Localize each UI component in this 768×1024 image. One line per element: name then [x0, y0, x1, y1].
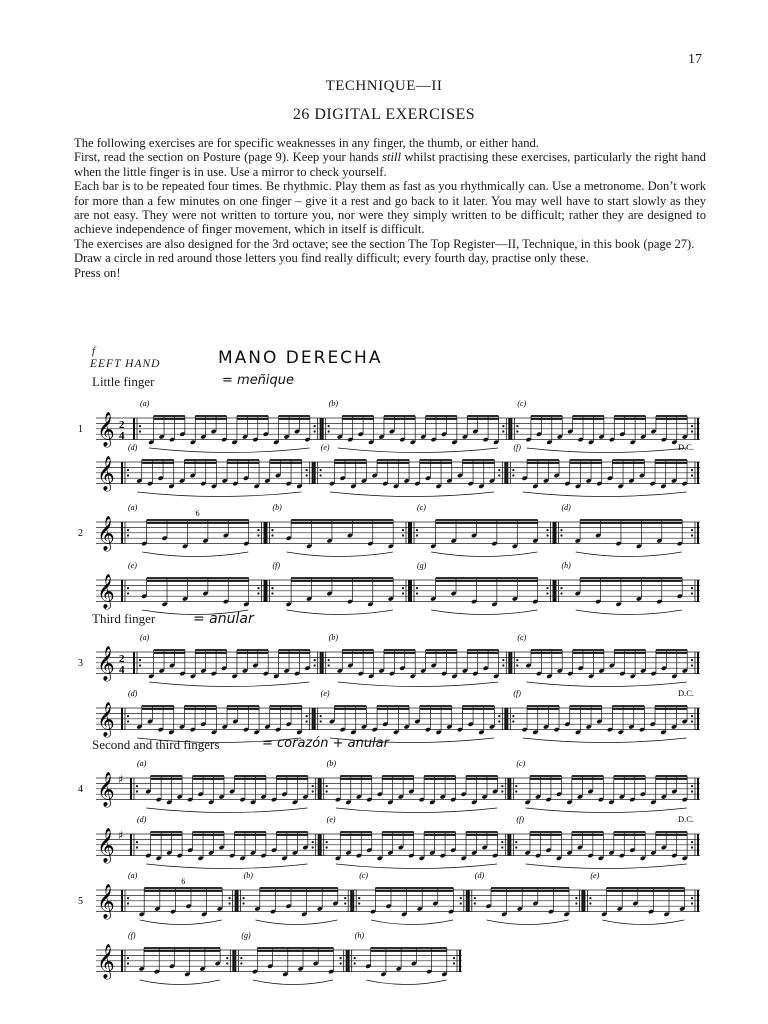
time-signature-bottom: 4: [119, 430, 125, 442]
repeat-dot: [127, 474, 129, 476]
repeat-dot: [402, 534, 404, 536]
repeat-dot: [344, 897, 346, 899]
treble-clef: 𝄞: [97, 516, 115, 551]
repeat-dot: [243, 897, 245, 899]
repeat-dot: [515, 790, 517, 792]
exercise-letter: (f): [513, 443, 521, 452]
repeat-dot: [271, 587, 273, 589]
repeat-dot: [498, 720, 500, 722]
repeat-dot: [226, 962, 228, 964]
third-finger-label: Third finger: [92, 611, 156, 626]
repeat-dot: [354, 957, 356, 959]
slur: [523, 492, 687, 497]
exercise-letter: (f): [516, 815, 524, 824]
repeat-dot: [328, 664, 330, 666]
slur: [142, 552, 248, 557]
repeat-dot: [314, 430, 316, 432]
repeat-dot: [691, 846, 693, 848]
repeat-dot: [257, 587, 259, 589]
repeat-dot: [326, 790, 328, 792]
repeat-dot: [314, 664, 316, 666]
exercise-letter: (d): [474, 871, 485, 880]
repeat-dot: [320, 720, 322, 722]
exercise-letter: (d): [137, 815, 147, 824]
repeat-dot: [127, 715, 129, 717]
exercise-letter: (e): [320, 689, 330, 698]
repeat-dot: [691, 587, 693, 589]
treble-clef: 𝄞: [97, 574, 115, 609]
exercise-letter: (a): [140, 399, 150, 408]
repeat-dot: [501, 790, 503, 792]
repeat-dot: [328, 425, 330, 427]
slur: [137, 738, 301, 743]
repeat-dot: [139, 430, 141, 432]
repeat-dot: [354, 962, 356, 964]
repeat-dot: [501, 846, 503, 848]
repeat-dot: [453, 957, 455, 959]
repeat-dot: [226, 957, 228, 959]
repeat-dot: [512, 715, 514, 717]
repeat-dot: [453, 962, 455, 964]
intro-paragraph-3: Each bar is to be repeated four times. Be rhythmic. Play them as fast as you rhythmically can. Use a metronome. Don’t work for more than a few minutes on one finger – give it a rest and go back to it later. You may well have to start slowly as they are not easy. They were not written to torture you, nor were they simply written to be difficult; rather they are designed to achieve independence of finger movement, which in itself is difficult.: [74, 179, 706, 237]
repeat-dot: [691, 469, 693, 471]
repeat-dot: [312, 841, 314, 843]
repeat-dot: [691, 659, 693, 661]
repeat-dot: [402, 587, 404, 589]
exercise-letter: (f): [272, 561, 281, 570]
intro-posture-text: First, read the section on Posture (page 9). Keep your hands: [74, 150, 379, 165]
repeat-dot: [320, 715, 322, 717]
repeat-dot: [271, 529, 273, 531]
repeat-dot: [312, 790, 314, 792]
repeat-dot: [306, 715, 308, 717]
repeat-dot: [515, 846, 517, 848]
repeat-dot: [127, 592, 129, 594]
repeat-dot: [546, 529, 548, 531]
page-title: TECHNIQUE—II: [325, 78, 443, 94]
repeat-dot: [516, 659, 518, 661]
repeat-dot: [312, 846, 314, 848]
repeat-dot: [328, 659, 330, 661]
repeat-dot: [502, 425, 504, 427]
slur: [287, 610, 393, 615]
repeat-dot: [257, 592, 259, 594]
repeat-dot: [691, 664, 693, 666]
repeat-dot: [402, 529, 404, 531]
exercise-letter: (h): [354, 931, 364, 940]
intro-paragraph-5: Draw a circle in red around those letters you find really difficult; every fourth day, practise only these.: [74, 251, 589, 266]
repeat-dot: [306, 474, 308, 476]
repeat-dot: [127, 529, 129, 531]
repeat-dot: [502, 659, 504, 661]
repeat-dot: [326, 785, 328, 787]
exercise-letter: (b): [272, 503, 282, 512]
system-number: 5: [78, 896, 83, 907]
repeat-dot: [589, 902, 591, 904]
repeat-dot: [691, 534, 693, 536]
treble-clef: 𝄞: [97, 456, 115, 491]
slur: [140, 980, 220, 985]
slur: [523, 738, 687, 743]
repeat-dot: [691, 592, 693, 594]
repeat-dot: [127, 587, 129, 589]
slur: [137, 492, 301, 497]
time-signature-top: 2: [119, 419, 125, 431]
repeat-dot: [136, 785, 138, 787]
repeat-dot: [560, 529, 562, 531]
repeat-dot: [560, 587, 562, 589]
system-number: 3: [78, 658, 83, 669]
repeat-dot: [691, 902, 693, 904]
repeat-dot: [229, 902, 231, 904]
exercise-letter: (f): [128, 931, 136, 940]
sextuplet-mark: 6: [195, 509, 200, 518]
repeat-dot: [326, 846, 328, 848]
exercise-letter: (b): [326, 759, 336, 768]
key-signature-sharp: ♯: [118, 829, 124, 842]
repeat-dot: [127, 469, 129, 471]
repeat-dot: [416, 534, 418, 536]
repeat-dot: [512, 474, 514, 476]
repeat-dot: [502, 430, 504, 432]
exercise-letter: (c): [359, 871, 369, 880]
repeat-dot: [127, 902, 129, 904]
exercise-letter: (c): [417, 503, 426, 512]
repeat-dot: [271, 592, 273, 594]
slur: [330, 738, 494, 743]
exercise-letter: (h): [561, 561, 571, 570]
dc-mark: D.C.: [678, 688, 695, 698]
repeat-dot: [257, 529, 259, 531]
slur: [366, 980, 446, 985]
slur: [431, 552, 537, 557]
handwritten-anular: = anular: [193, 611, 254, 627]
repeat-dot: [243, 902, 245, 904]
repeat-dot: [358, 897, 360, 899]
repeat-dot: [515, 785, 517, 787]
slur: [602, 920, 684, 925]
repeat-dot: [691, 841, 693, 843]
repeat-dot: [139, 425, 141, 427]
slur: [526, 808, 687, 813]
exercise-letter: (d): [128, 689, 138, 698]
repeat-dot: [320, 469, 322, 471]
slur: [253, 980, 333, 985]
repeat-dot: [416, 592, 418, 594]
repeat-dot: [560, 534, 562, 536]
repeat-dot: [229, 897, 231, 899]
handwritten-mano-derecha: MANO DERECHA: [218, 348, 383, 368]
exercise-letter: (a): [140, 633, 150, 642]
exercise-letter: (c): [516, 759, 526, 768]
treble-clef: 𝄞: [97, 646, 115, 681]
repeat-dot: [306, 469, 308, 471]
repeat-dot: [340, 962, 342, 964]
repeat-dot: [546, 592, 548, 594]
repeat-dot: [498, 474, 500, 476]
exercise-letter: (e): [590, 871, 600, 880]
slur: [149, 448, 309, 453]
repeat-dot: [257, 534, 259, 536]
page-subtitle: 26 DIGITAL EXERCISES: [292, 106, 476, 123]
time-signature-top: 2: [119, 653, 125, 665]
slur: [140, 920, 222, 925]
intro-still-word: still: [382, 150, 401, 165]
repeat-dot: [501, 785, 503, 787]
slur: [336, 864, 497, 869]
repeat-dot: [136, 846, 138, 848]
repeat-dot: [340, 957, 342, 959]
slur: [576, 610, 682, 615]
system-number: 4: [78, 784, 83, 795]
exercise-letter: (d): [561, 503, 571, 512]
repeat-dot: [560, 592, 562, 594]
intro-paragraph-4: The exercises are also designed for the 3rd octave; see the section The Top Register—II, Technique, in this book (page 27).: [74, 236, 695, 251]
repeat-dot: [312, 785, 314, 787]
second-third-fingers-label: Second and third fingers: [92, 737, 220, 752]
dc-mark: D.C.: [678, 814, 695, 824]
slur: [576, 552, 682, 557]
repeat-dot: [314, 659, 316, 661]
repeat-dot: [460, 897, 462, 899]
repeat-dot: [691, 474, 693, 476]
sextuplet-mark: 6: [181, 877, 186, 886]
exercise-letter: (e): [326, 815, 336, 824]
repeat-dot: [127, 720, 129, 722]
repeat-dot: [546, 587, 548, 589]
slur: [487, 920, 569, 925]
repeat-dot: [416, 587, 418, 589]
slur: [338, 448, 498, 453]
exercise-letter: (f): [513, 689, 521, 698]
exercise-letter: (a): [128, 503, 138, 512]
repeat-dot: [546, 534, 548, 536]
repeat-dot: [402, 592, 404, 594]
exercise-letter: (a): [128, 871, 138, 880]
time-signature-bottom: 4: [119, 664, 125, 676]
repeat-dot: [512, 720, 514, 722]
repeat-dot: [416, 529, 418, 531]
treble-clef: 𝄞: [97, 828, 115, 863]
repeat-dot: [136, 790, 138, 792]
repeat-dot: [498, 715, 500, 717]
intro-still-rest: whilst practising these exercises, particularly the right hand when the little finger is in use. Use a mirror to check yourself.: [74, 150, 706, 179]
repeat-dot: [501, 841, 503, 843]
exercise-letter: (b): [243, 871, 253, 880]
slur: [287, 552, 393, 557]
repeat-dot: [460, 902, 462, 904]
exercise-letter: (g): [241, 931, 251, 940]
repeat-dot: [240, 962, 242, 964]
repeat-dot: [575, 897, 577, 899]
repeat-dot: [474, 897, 476, 899]
repeat-dot: [328, 430, 330, 432]
treble-clef: 𝄞: [97, 702, 115, 737]
repeat-dot: [691, 715, 693, 717]
page-number: 17: [688, 52, 702, 67]
repeat-dot: [691, 785, 693, 787]
repeat-dot: [502, 664, 504, 666]
repeat-dot: [512, 469, 514, 471]
repeat-dot: [314, 425, 316, 427]
slur: [255, 920, 337, 925]
exercise-letter: (c): [517, 399, 527, 408]
repeat-dot: [691, 720, 693, 722]
repeat-dot: [498, 469, 500, 471]
repeat-dot: [589, 897, 591, 899]
slur: [431, 610, 537, 615]
repeat-dot: [516, 664, 518, 666]
repeat-dot: [516, 430, 518, 432]
repeat-dot: [691, 430, 693, 432]
repeat-dot: [691, 897, 693, 899]
little-finger-label: Little finger: [92, 374, 155, 389]
repeat-dot: [691, 529, 693, 531]
repeat-dot: [575, 902, 577, 904]
key-signature-sharp: ♯: [118, 773, 124, 786]
system-number: 2: [78, 528, 83, 539]
handwritten-menique: = meñique: [222, 373, 295, 388]
treble-clef: 𝄞: [97, 772, 115, 807]
repeat-dot: [139, 664, 141, 666]
slur: [330, 492, 494, 497]
handwritten-corazon-anular: = corazón + anular: [262, 736, 389, 751]
exercise-letter: (a): [137, 759, 147, 768]
treble-clef: 𝄞: [97, 944, 115, 979]
exercise-letter: (e): [320, 443, 330, 452]
slur: [527, 448, 687, 453]
slur: [146, 808, 307, 813]
system-number: 1: [78, 424, 83, 435]
repeat-dot: [306, 720, 308, 722]
repeat-dot: [474, 902, 476, 904]
exercise-letter: (d): [128, 443, 138, 452]
exercise-letter: (g): [417, 561, 427, 570]
exercise-letter: (b): [328, 399, 338, 408]
slur: [142, 610, 248, 615]
repeat-dot: [139, 659, 141, 661]
slur: [336, 808, 497, 813]
repeat-dot: [127, 957, 129, 959]
repeat-dot: [344, 902, 346, 904]
repeat-dot: [358, 902, 360, 904]
repeat-dot: [127, 962, 129, 964]
slur: [527, 682, 687, 687]
repeat-dot: [136, 841, 138, 843]
repeat-dot: [515, 841, 517, 843]
slur: [526, 864, 687, 869]
repeat-dot: [691, 790, 693, 792]
left-hand-label: EEFT HAND: [90, 358, 161, 370]
repeat-dot: [240, 957, 242, 959]
exercise-letter: (b): [328, 633, 338, 642]
slur: [371, 920, 453, 925]
repeat-dot: [271, 534, 273, 536]
intro-paragraph-6: Press on!: [74, 265, 121, 280]
repeat-dot: [127, 897, 129, 899]
treble-clef: 𝄞: [97, 412, 115, 447]
exercise-letter: (c): [517, 633, 527, 642]
intro-paragraph-1: The following exercises are for specific weaknesses in any finger, the thumb, or either hand.: [74, 136, 539, 150]
repeat-dot: [127, 534, 129, 536]
repeat-dot: [516, 425, 518, 427]
left-hand-mark: f: [92, 345, 96, 357]
slur: [149, 682, 309, 687]
repeat-dot: [691, 425, 693, 427]
dc-mark: D.C.: [678, 442, 695, 452]
slur: [338, 682, 498, 687]
treble-clef: 𝄞: [97, 884, 115, 919]
repeat-dot: [326, 841, 328, 843]
repeat-dot: [320, 474, 322, 476]
exercise-letter: (e): [128, 561, 137, 570]
slur: [146, 864, 307, 869]
